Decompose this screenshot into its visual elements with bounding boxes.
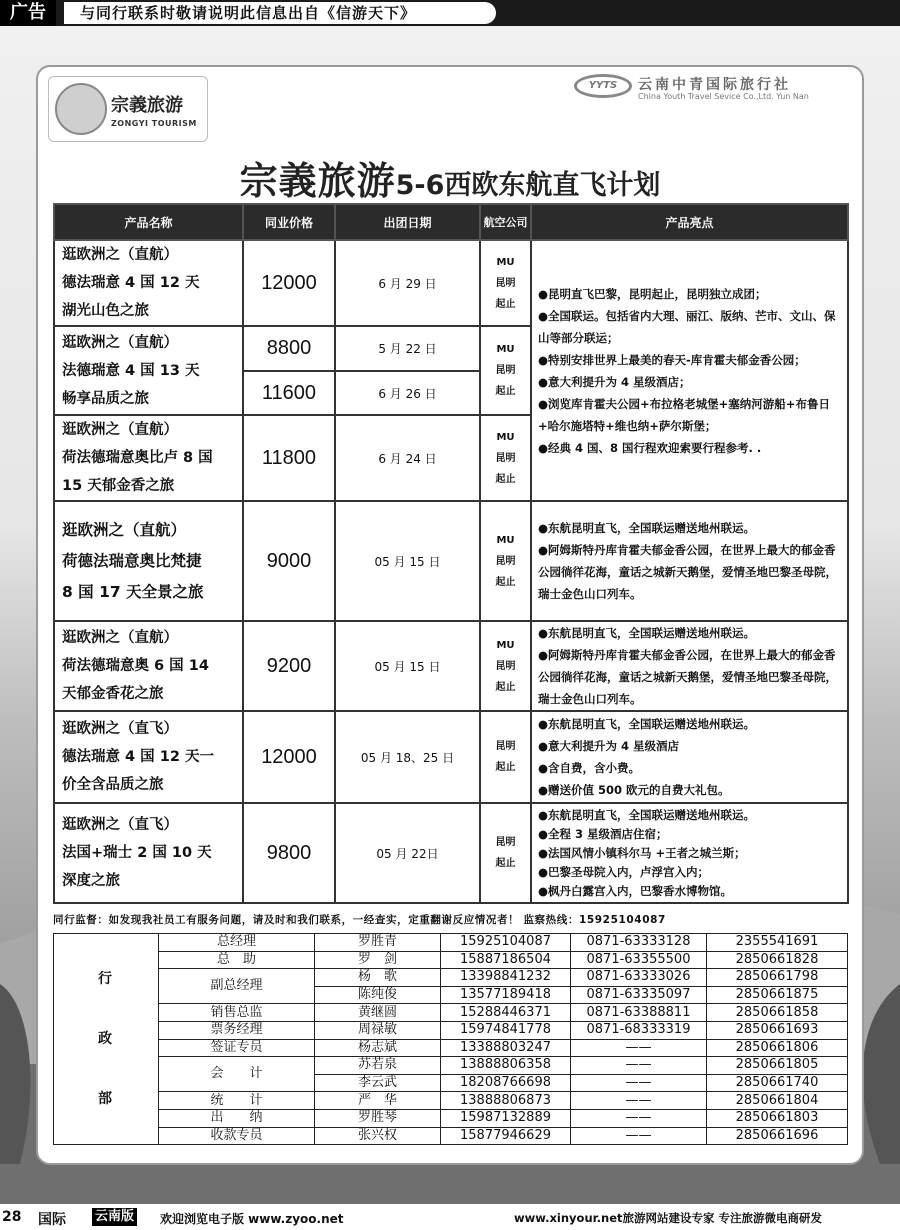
table-row xyxy=(54,934,848,952)
table-row xyxy=(54,803,848,903)
staff-name: 黄继圆 xyxy=(315,1004,441,1022)
airline: MU 昆明 起止 xyxy=(480,415,531,501)
staff-qq: 2355541691 xyxy=(707,934,848,952)
staff-phone: —— xyxy=(571,1039,707,1057)
staff-name: 张兴权 xyxy=(315,1127,441,1145)
table-header xyxy=(54,204,848,240)
staff-name: 苏若泉 xyxy=(315,1057,441,1075)
staff-qq: 2850661693 xyxy=(707,1021,848,1039)
staff-qq: 2850661804 xyxy=(707,1092,848,1110)
staff-role: 出 纳 xyxy=(159,1109,315,1127)
staff-role: 副总经理 xyxy=(159,969,315,1004)
departure-date: 05 月 15 日 xyxy=(335,621,480,711)
staff-mobile: 15925104087 xyxy=(441,934,571,952)
airline: MU 昆明 起止 xyxy=(480,240,531,326)
staff-role: 签证专员 xyxy=(159,1039,315,1057)
staff-qq: 2850661875 xyxy=(707,986,848,1004)
product-name: 逛欧洲之（直飞） 德法瑞意 4 国 12 天一 价全含品质之旅 xyxy=(54,711,243,803)
product-highlights: ●昆明直飞巴黎，昆明起止，昆明独立成团； ●全国联运。包括省内大理、丽江、版纳、芒市、文山、保山等部分联运； ●特别安排世界上最美的春天-库肯霍夫郁金香公园； ●意大利提升为 4 星级酒店； ●浏览库肯霍夫公园+布拉格老城堡+塞纳河游船+布鲁日+哈尔施塔特+维也纳+萨尔斯堡； ●经典 4 国、8 国行程欢迎索要行程参考. . xyxy=(531,240,848,501)
staff-mobile: 13888806358 xyxy=(441,1057,571,1075)
staff-qq: 2850661806 xyxy=(707,1039,848,1057)
header-date: 出团日期 xyxy=(335,204,480,240)
staff-role: 统 计 xyxy=(159,1092,315,1110)
title-sub: 5-6西欧东航直飞计划 xyxy=(395,170,661,201)
table-row xyxy=(54,501,848,621)
header-airline: 航空公司 xyxy=(480,204,531,240)
airline: MU 昆明 起止 xyxy=(480,501,531,621)
departure-date: 6 月 29 日 xyxy=(335,240,480,326)
staff-name: 罗胜琴 xyxy=(315,1109,441,1127)
staff-qq: 2850661740 xyxy=(707,1074,848,1092)
product-price: 9200 xyxy=(243,621,335,711)
header-name: 产品名称 xyxy=(54,204,243,240)
page-number: 28 xyxy=(2,1209,22,1225)
staff-qq: 2850661858 xyxy=(707,1004,848,1022)
staff-name: 严 华 xyxy=(315,1092,441,1110)
staff-mobile: 13888806873 xyxy=(441,1092,571,1110)
table-row xyxy=(54,1109,848,1127)
staff-phone: 0871-63355500 xyxy=(571,951,707,969)
departure-date: 6 月 24 日 xyxy=(335,415,480,501)
staff-mobile: 13398841232 xyxy=(441,969,571,987)
partner-name-cn: 云南中青国际旅行社 xyxy=(638,77,791,93)
table-row xyxy=(54,240,848,326)
departure-date: 5 月 22 日 xyxy=(335,326,480,371)
staff-role: 总 助 xyxy=(159,951,315,969)
staff-qq: 2850661798 xyxy=(707,969,848,987)
table-row xyxy=(54,1057,848,1075)
company-logo xyxy=(48,76,208,142)
staff-role: 会 计 xyxy=(159,1057,315,1092)
departure-date: 05 月 22日 xyxy=(335,803,480,903)
staff-role: 收款专员 xyxy=(159,1127,315,1145)
logo-name-en: ZONGYI TOURISM xyxy=(111,119,197,128)
top-banner xyxy=(0,0,900,26)
staff-phone: —— xyxy=(571,1074,707,1092)
product-price: 11800 xyxy=(243,415,335,501)
airline: MU 昆明 起止 xyxy=(480,621,531,711)
section-label: 国际 xyxy=(38,1212,66,1228)
table-row xyxy=(54,951,848,969)
staff-role: 总经理 xyxy=(159,934,315,952)
product-price: 9800 xyxy=(243,803,335,903)
product-name: 逛欧洲之（直航） 荷法德瑞意奥 6 国 14 天郁金香花之旅 xyxy=(54,621,243,711)
product-price: 8800 xyxy=(243,326,335,371)
staff-name: 周禄敏 xyxy=(315,1021,441,1039)
partner-agency xyxy=(574,72,856,102)
staff-name: 陈纯俊 xyxy=(315,986,441,1004)
staff-role: 票务经理 xyxy=(159,1021,315,1039)
staff-phone: 0871-63335097 xyxy=(571,986,707,1004)
staff-mobile: 15987132889 xyxy=(441,1109,571,1127)
ad-tag: 广告 xyxy=(0,0,56,26)
staff-phone: —— xyxy=(571,1092,707,1110)
staff-qq: 2850661696 xyxy=(707,1127,848,1145)
staff-mobile: 18208766698 xyxy=(441,1074,571,1092)
product-name: 逛欧洲之（直飞） 法国+瑞士 2 国 10 天 深度之旅 xyxy=(54,803,243,903)
table-row xyxy=(54,1092,848,1110)
product-name: 逛欧洲之（直航） 荷法德瑞意奥比卢 8 国 15 天郁金香之旅 xyxy=(54,415,243,501)
staff-name: 杨志斌 xyxy=(315,1039,441,1057)
staff-phone: —— xyxy=(571,1109,707,1127)
airline: 昆明 起止 xyxy=(480,711,531,803)
table-row xyxy=(54,969,848,987)
staff-phone: 0871-63333026 xyxy=(571,969,707,987)
staff-name: 杨 歌 xyxy=(315,969,441,987)
staff-phone: 0871-68333319 xyxy=(571,1021,707,1039)
staff-mobile: 15974841778 xyxy=(441,1021,571,1039)
staff-mobile: 15877946629 xyxy=(441,1127,571,1145)
staff-name: 罗胜青 xyxy=(315,934,441,952)
website-slogan[interactable]: www.xinyour.net旅游网站建设专家 专注旅游微电商研发 xyxy=(514,1211,823,1225)
partner-logo-icon: YYTS xyxy=(574,74,632,98)
staff-phone: 0871-63333128 xyxy=(571,934,707,952)
page-footer xyxy=(0,1204,900,1230)
title-brand: 宗義旅游 xyxy=(239,159,396,203)
supervision-hotline: 同行监督：如发现我社员工有服务问题，请及时和我们联系，一经查实，定重翻谢反应情况者！ 监察热线：15925104087 xyxy=(53,914,666,926)
footprint-logo-icon xyxy=(55,83,107,135)
product-highlights: ●东航昆明直飞，全国联运赠送地州联运。 ●全程 3 星级酒店住宿； ●法国风情小镇科尔马 +王者之城兰斯； ●巴黎圣母院入内，卢浮宫入内； ●枫丹白露宫入内，巴黎香水博物馆。 xyxy=(531,803,848,903)
staff-phone: 0871-63388811 xyxy=(571,1004,707,1022)
departure-date: 6 月 26 日 xyxy=(335,371,480,415)
staff-qq: 2850661803 xyxy=(707,1109,848,1127)
header-price: 同业价格 xyxy=(243,204,335,240)
product-highlights: ●东航昆明直飞，全国联运赠送地州联运。 ●阿姆斯特丹库肯霍夫郁金香公园，在世界上最大的郁金香公园徜徉花海，童话之城新天鹅堡，爱情圣地巴黎圣母院，瑞士金色山口列车。 xyxy=(531,501,848,621)
product-name: 逛欧洲之（直航） 德法瑞意 4 国 12 天 湖光山色之旅 xyxy=(54,240,243,326)
staff-role: 销售总监 xyxy=(159,1004,315,1022)
departure-date: 05 月 18、25 日 xyxy=(335,711,480,803)
staff-mobile: 13577189418 xyxy=(441,986,571,1004)
header-highlights: 产品亮点 xyxy=(531,204,848,240)
logo-name: 宗義旅游 xyxy=(111,95,183,116)
staff-phone: —— xyxy=(571,1057,707,1075)
staff-qq: 2850661805 xyxy=(707,1057,848,1075)
staff-name: 罗 剑 xyxy=(315,951,441,969)
product-price: 11600 xyxy=(243,371,335,415)
staff-mobile: 13388803247 xyxy=(441,1039,571,1057)
product-price: 9000 xyxy=(243,501,335,621)
table-row xyxy=(54,621,848,711)
staff-mobile: 15887186504 xyxy=(441,951,571,969)
table-row xyxy=(54,1127,848,1145)
staff-name: 李云武 xyxy=(315,1074,441,1092)
airline: MU 昆明 起止 xyxy=(480,326,531,415)
product-highlights: ●东航昆明直飞，全国联运赠送地州联运。 ●意大利提升为 4 星级酒店 ●含自费，含小费。 ●赠送价值 500 欧元的自费大礼包。 xyxy=(531,711,848,803)
staff-qq: 2850661828 xyxy=(707,951,848,969)
product-price: 12000 xyxy=(243,711,335,803)
department-label: 行 政 部 xyxy=(54,934,159,1145)
departure-date: 05 月 15 日 xyxy=(335,501,480,621)
table-row xyxy=(54,1039,848,1057)
staff-contact-table xyxy=(53,933,848,1145)
staff-mobile: 15288446371 xyxy=(441,1004,571,1022)
table-row xyxy=(54,1021,848,1039)
product-price: 12000 xyxy=(243,240,335,326)
staff-phone: —— xyxy=(571,1127,707,1145)
product-table xyxy=(53,203,849,904)
product-name: 逛欧洲之（直航） 荷德法瑞意奥比梵捷 8 国 17 天全景之旅 xyxy=(54,501,243,621)
page-title xyxy=(0,150,900,205)
welcome-link[interactable]: 欢迎浏览电子版 www.zyoo.net xyxy=(160,1212,344,1226)
airline: 昆明 起止 xyxy=(480,803,531,903)
product-highlights: ●东航昆明直飞，全国联运赠送地州联运。 ●阿姆斯特丹库肯霍夫郁金香公园，在世界上最大的郁金香公园徜徉花海，童话之城新天鹅堡，爱情圣地巴黎圣母院，瑞士金色山口列车。 xyxy=(531,621,848,711)
source-notice: 与同行联系时敬请说明此信息出自《信游天下》 xyxy=(64,2,496,24)
table-row xyxy=(54,711,848,803)
partner-name-en: China Youth Travel Sevice Co.,Ltd. Yun Nan xyxy=(638,92,809,101)
edition-badge: 云南版 xyxy=(92,1208,137,1226)
product-name: 逛欧洲之（直航） 法德瑞意 4 国 13 天 畅享品质之旅 xyxy=(54,326,243,415)
table-row xyxy=(54,1004,848,1022)
